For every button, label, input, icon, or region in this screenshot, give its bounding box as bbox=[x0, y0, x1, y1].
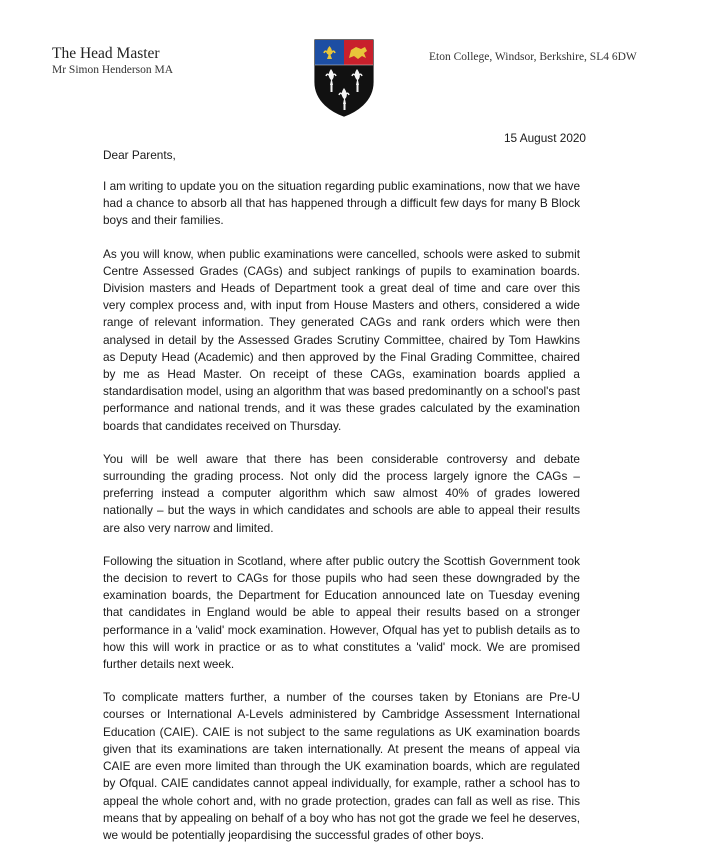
letter-paragraph: Following the situation in Scotland, where after public outcry the Scottish Government took the decision to revert to CAGs for those pupils who had seen these downgraded by the examination boards, the Department for Education announced late on Tuesday evening that candidates in England would be able to appeal their results based on a stronger performance in a 'valid' mock examination. However, Ofqual has yet to publish details as to how this will work in practice or as to what constitutes a 'valid' mock. We are promised further details next week. bbox=[103, 553, 580, 672]
letter-date: 15 August 2020 bbox=[504, 131, 586, 145]
letterhead-title: The Head Master bbox=[52, 45, 160, 62]
college-crest-logo bbox=[313, 38, 375, 118]
letter-paragraph: You will be well aware that there has been considerable controversy and debate surrounding the grading process. Not only did the process largely ignore the CAGs – preferring instead a computer algorithm which saw almost 40% of grades lowered nationally – but the ways in which candidates and schools are able to appeal their results are also very narrow and limited. bbox=[103, 451, 580, 535]
letterhead-address: Eton College, Windsor, Berkshire, SL4 6DW bbox=[429, 51, 637, 63]
letterhead-name: Mr Simon Henderson MA bbox=[52, 64, 174, 76]
letter-body bbox=[103, 178, 580, 860]
letter-paragraph: As you will know, when public examinations were cancelled, schools were asked to submit Centre Assessed Grades (CAGs) and subject rankings of pupils to examination boards. Division masters and Heads of Department took a great deal of time and care over this very complex process and, with input from House Masters and others, considered a wide range of relevant information. They generated CAGs and rank orders which were then analysed in detail by the Assessed Grades Scrutiny Committee, chaired by Tom Hawkins as Deputy Head (Academic) and then approved by the Final Grading Committee, chaired by me as Head Master. On receipt of these CAGs, examination boards applied a standardisation model, using an algorithm that was based predominantly on a school's past performance and national trends, and it was these grades calculated by the examination boards that candidates received on Thursday. bbox=[103, 246, 580, 433]
letter-salutation: Dear Parents, bbox=[103, 148, 176, 162]
letter-paragraph: To complicate matters further, a number of the courses taken by Etonians are Pre-U courses or International A-Levels administered by Cambridge Assessment International Education (CAIE). CAIE is not subject to the same regulations as UK examination boards given that its examinations are taken internationally. At present the means of appeal via CAIE are even more limited than through the UK examination boards, which are regulated by Ofqual. CAIE candidates cannot appeal individually, for example, rather a school has to appeal the whole cohort and, with no grade protection, grades can fall as well as rise. This means that by appealing on behalf of a boy who has not got the grade we feel he deserves, we would be potentially jeopardising the successful grades of other boys. bbox=[103, 690, 580, 842]
letter-paragraph: I am writing to update you on the situation regarding public examinations, now that we have had a chance to absorb all that has happened through a difficult few days for many B Block boys and their families. bbox=[103, 179, 580, 228]
